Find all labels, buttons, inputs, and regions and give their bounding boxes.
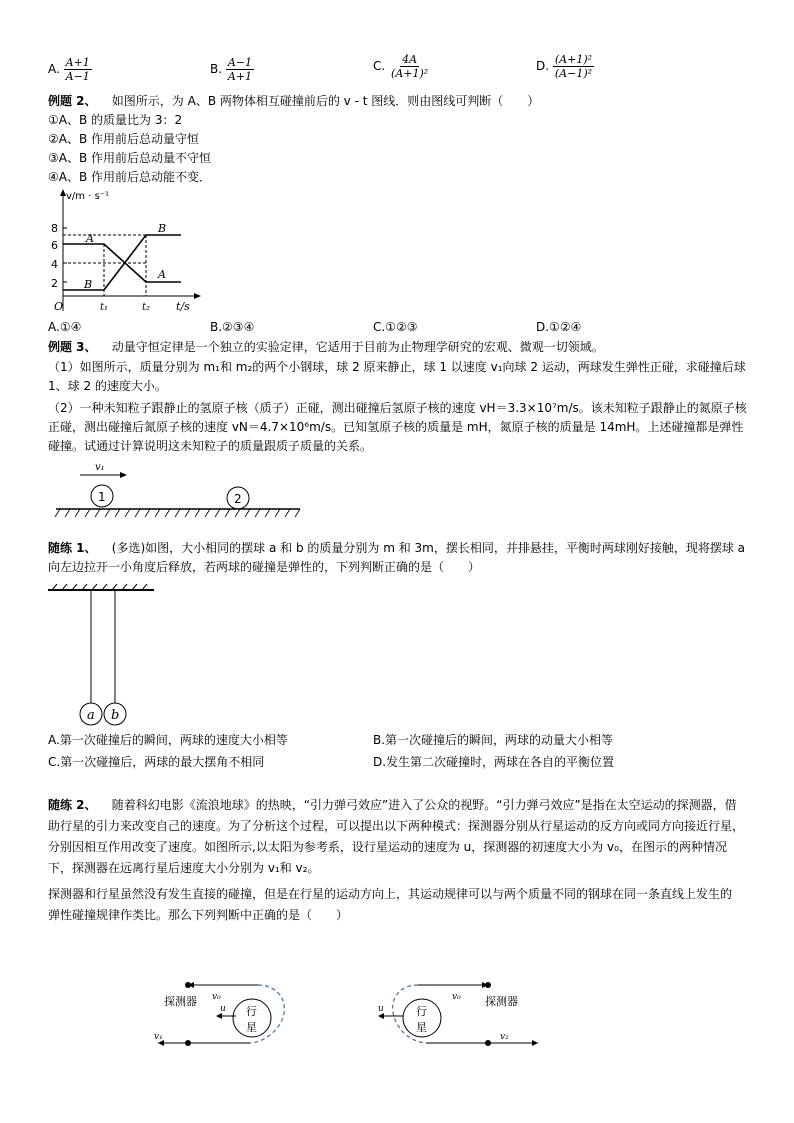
- fraction: [389, 53, 430, 80]
- ex3-part2: （2）一种未知粒子跟静止的氢原子核（质子）正碰，测出碰撞后氢原子核的速度 vH＝3.3×10⁷m/s。该未知粒子跟静止的氮原子核正碰，测出碰撞后氮原子核的速度 vN＝4.7×10⁶m/s。已知氢原子核的质量是 mH，氮原子核的质量是 14mH。上述碰撞都是弹性碰撞。试通过计算说明这未知粒子的质量跟质子质量的关系。: [48, 401, 747, 453]
- v2-label: v₂: [500, 1032, 509, 1042]
- drill2-title: 随练 2、: [48, 798, 97, 812]
- ex2-header: [48, 93, 539, 109]
- ytick: 4: [51, 258, 58, 271]
- v0-label: v₀: [452, 992, 461, 1002]
- ball-b-label: b: [111, 708, 120, 723]
- planet-label: 行: [416, 1005, 427, 1018]
- ex2-stem: 如图所示，为 A、B 两物体相互碰撞前后的 v - t 图线．则由图线可判断（ ）: [111, 94, 540, 108]
- fraction: [64, 56, 92, 83]
- ball-1-label: 1: [98, 490, 106, 504]
- graph-ylabel: v/m · s⁻¹: [66, 191, 110, 202]
- probe-label: 探测器: [164, 995, 197, 1008]
- drill1-option: D.发生第二次碰撞时，两球在各自的平衡位置: [373, 755, 615, 769]
- xtick: t₁: [100, 302, 109, 313]
- u-label: u: [220, 1004, 226, 1014]
- xtick: t₂: [142, 302, 151, 313]
- denominator: (A−1)²: [554, 67, 593, 80]
- ball-2-label: 2: [234, 492, 242, 506]
- drill1-stem: (多选)如图，大小相同的摆球 a 和 b 的质量分别为 m 和 3m，摆长相同，并排悬挂，平衡时两球刚好接触，现将摆球 a 向左边拉开一小角度后释放，若两球的碰撞是弹性的，下列判断正确的是（ ）: [48, 541, 746, 574]
- slingshot-right: [372, 975, 542, 1055]
- planet-label: 行: [246, 1005, 257, 1018]
- option-d: [536, 53, 594, 80]
- drill1-option: B.第一次碰撞后的瞬间，两球的动量大小相等: [373, 733, 614, 747]
- numerator: A−1: [227, 56, 253, 69]
- ytick: 8: [51, 222, 58, 235]
- planet-label: 星: [246, 1021, 257, 1034]
- ex2-item: ②A、B 作用前后总动量守恒: [48, 132, 200, 146]
- option-label: A.: [48, 62, 60, 76]
- drill1-title: 随练 1、: [48, 541, 97, 555]
- ex2-option: C.①②③: [373, 320, 418, 334]
- ex3-part1: （1）如图所示，质量分别为 m₁和 m₂的两个小钢球，球 2 原来静止，球 1 以速度 v₁向球 2 运动，两球发生弹性正碰，求碰撞后球 1、球 2 的速度大小。: [48, 360, 746, 393]
- denominator: (A+1)²: [391, 67, 429, 80]
- ex2-option: A.①④: [48, 320, 82, 334]
- ex3-header: [48, 339, 604, 355]
- ytick: 2: [51, 277, 58, 290]
- drill2-stem2: 探测器和行星虽然没有发生直接的碰撞，但是在行星的运动方向上，其运动规律可以与两个质量不同的钢球在同一条直线上发生的弹性碰撞规律作类比。那么下列判断中正确的是（ ）: [48, 887, 733, 922]
- option-label: D.: [536, 59, 550, 73]
- drill2-text: [48, 795, 748, 879]
- denominator: A−1: [65, 70, 90, 83]
- label-b: B: [84, 278, 93, 291]
- drill1-option: A.第一次碰撞后的瞬间，两球的速度大小相等: [48, 733, 288, 747]
- numerator: 4A: [402, 53, 418, 66]
- ex2-option: B.②③④: [210, 320, 255, 334]
- u-label: u: [378, 1004, 384, 1014]
- ex2-item: ③A、B 作用前后总动量不守恒: [48, 151, 212, 165]
- option-label: C.: [373, 59, 386, 73]
- numerator: (A+1)²: [554, 53, 593, 66]
- option-label: B.: [210, 62, 223, 76]
- label-b: B: [158, 222, 167, 235]
- ex2-title: 例题 2、: [48, 94, 97, 108]
- drill2-stem: 随着科幻电影《流浪地球》的热映，“引力弹弓效应”进入了公众的视野。“引力弹弓效应”是指在太空运动的探测器，借助行星的引力来改变自己的速度。为了分析这个过程，可以提出以下两种模式：探测器分别从行星运动的反方向或同方向接近行星，分别因相互作用改变了速度。如图所示,以太阳为参考系，设行星运动的速度为 u，探测器的初速度大小为 v₀，在图示的两种情况下，探测器在远离行星后速度大小分别为 v₁和 v₂。: [48, 798, 745, 875]
- fraction: [226, 56, 254, 83]
- vt-graph: [46, 186, 206, 318]
- fraction: [553, 53, 594, 80]
- ex3-stem: 动量守恒定律是一个独立的实验定律，它适用于目前为止物理学研究的宏观、微观一切领域。: [111, 340, 604, 354]
- ground-hatch: [55, 509, 300, 517]
- graph-xlabel: t/s: [176, 300, 190, 313]
- drill1-text: [48, 539, 748, 577]
- denominator: A+1: [227, 70, 253, 83]
- planet-label: 星: [416, 1021, 427, 1034]
- drill1-option: C.第一次碰撞后，两球的最大摆角不相同: [48, 755, 265, 769]
- probe-label: 探测器: [485, 995, 518, 1008]
- ex2-item: ①A、B 的质量比为 3：2: [48, 113, 183, 127]
- graph-origin: O: [54, 300, 64, 313]
- ytick: 6: [51, 239, 58, 252]
- v1-label: v₁: [95, 462, 105, 473]
- option-b: [210, 56, 254, 83]
- ball-a-label: a: [87, 708, 95, 723]
- slingshot-left: [150, 975, 300, 1055]
- ex2-item: ④A、B 作用前后总动能不变．: [48, 170, 212, 184]
- pendulum-figure: [46, 584, 158, 726]
- ex2-option: D.①②④: [536, 320, 582, 334]
- label-a: A: [158, 268, 166, 281]
- v1-label: v₁: [154, 1032, 163, 1042]
- label-a: A: [86, 232, 94, 245]
- numerator: A+1: [65, 56, 90, 69]
- balls-figure: [52, 460, 304, 522]
- option-a: [48, 56, 92, 83]
- ex3-title: 例题 3、: [48, 340, 97, 354]
- option-c: [373, 53, 430, 80]
- v0-label: v₀: [212, 992, 221, 1002]
